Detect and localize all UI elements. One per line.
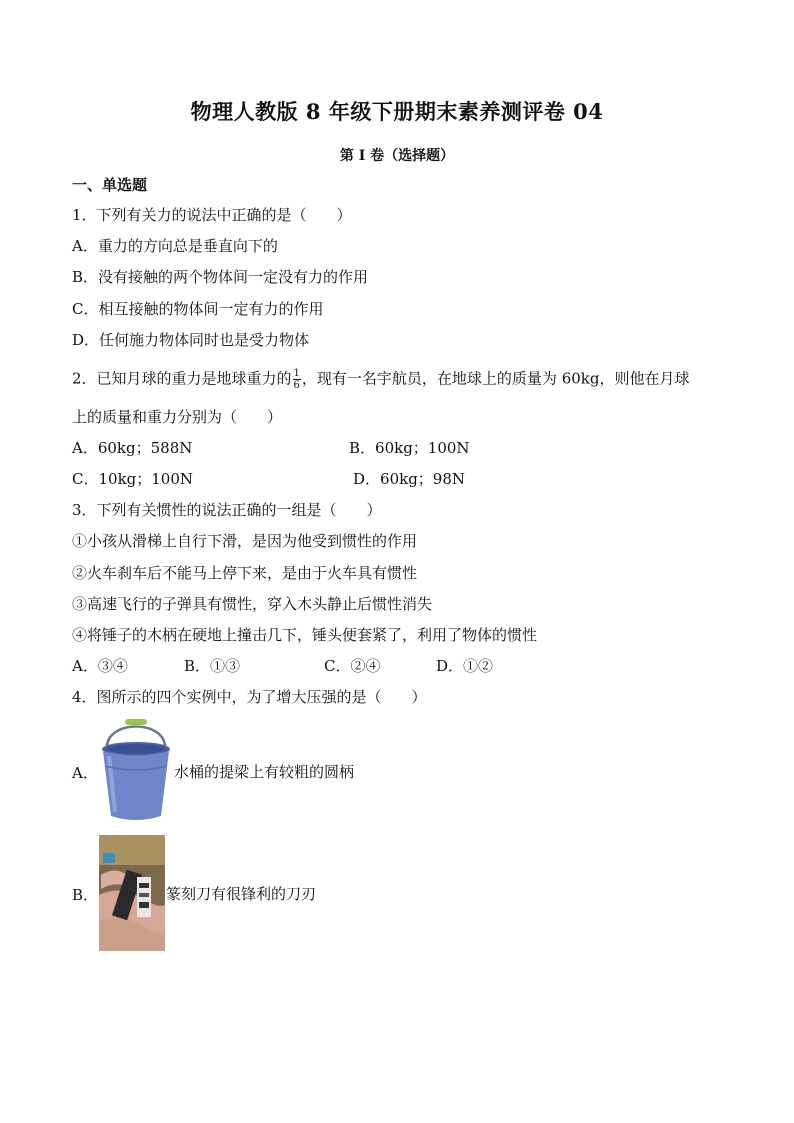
q4-option-b-caption: 篆刻刀有很锋利的刀刃 bbox=[166, 885, 317, 903]
q3-stem: 3．下列有关惯性的说法正确的一组是（ ） bbox=[72, 501, 382, 519]
q1-option-a: A．重力的方向总是垂直向下的 bbox=[72, 237, 278, 255]
q4-option-b-label: B． bbox=[72, 886, 99, 904]
q3-statement-2: ②火车刹车后不能马上停下来，是由于火车具有惯性 bbox=[72, 564, 418, 582]
bucket-handle-grip bbox=[125, 719, 147, 725]
one-sixth-fraction bbox=[293, 368, 301, 391]
bucket-image bbox=[99, 716, 173, 824]
q3-statement-4: ④将锤子的木柄在硬地上撞击几下，锤头便套紧了，利用了物体的惯性 bbox=[72, 626, 538, 644]
q3-option-a: A．③④ bbox=[72, 657, 128, 675]
q1-option-b: B．没有接触的两个物体间一定没有力的作用 bbox=[72, 268, 369, 286]
q3-statement-3: ③高速飞行的子弹具有惯性，穿入木头静止后惯性消失 bbox=[72, 595, 433, 613]
fraction-denominator: 6 bbox=[293, 380, 300, 391]
section-heading: 一、单选题 bbox=[72, 176, 148, 194]
q1-stem: 1．下列有关力的说法中正确的是（ ） bbox=[72, 206, 352, 224]
q4-option-a-caption: 水桶的提梁上有较粗的圆柄 bbox=[174, 763, 355, 781]
q3-option-b: B．①③ bbox=[184, 657, 241, 675]
q3-option-d: D．①② bbox=[436, 657, 494, 675]
q2-option-d: D．60kg；98N bbox=[353, 470, 466, 488]
q1-option-d: D．任何施力物体同时也是受力物体 bbox=[72, 331, 310, 349]
carving-knife-image bbox=[99, 835, 165, 951]
q4-option-a-label: A． bbox=[72, 764, 98, 782]
q2-option-a: A．60kg；588N bbox=[72, 439, 193, 457]
q2-option-b: B．60kg；100N bbox=[349, 439, 470, 457]
exam-title: 物理人教版 8 年级下册期末素养测评卷 04 bbox=[190, 99, 604, 124]
exam-subtitle: 第 I 卷（选择题） bbox=[339, 148, 455, 164]
q4-stem: 4．图所示的四个实例中，为了增大压强的是（ ） bbox=[72, 688, 427, 706]
fraction-numerator: 1 bbox=[293, 368, 300, 379]
q2-stem-after: ，现有一名宇航员，在地球上的质量为 60kg，则他在月球 bbox=[301, 369, 690, 388]
q2-stem bbox=[72, 368, 689, 391]
q3-statement-1: ①小孩从滑梯上自行下滑，是因为他受到惯性的作用 bbox=[72, 532, 418, 550]
q2-stem-line2: 上的质量和重力分别为（ ） bbox=[72, 408, 283, 426]
q1-option-c: C．相互接触的物体间一定有力的作用 bbox=[72, 300, 324, 318]
q2-option-c: C．10kg；100N bbox=[72, 470, 194, 488]
q2-stem-before: 2．已知月球的重力是地球重力的 bbox=[72, 369, 292, 388]
q3-option-c: C．②④ bbox=[324, 657, 381, 675]
